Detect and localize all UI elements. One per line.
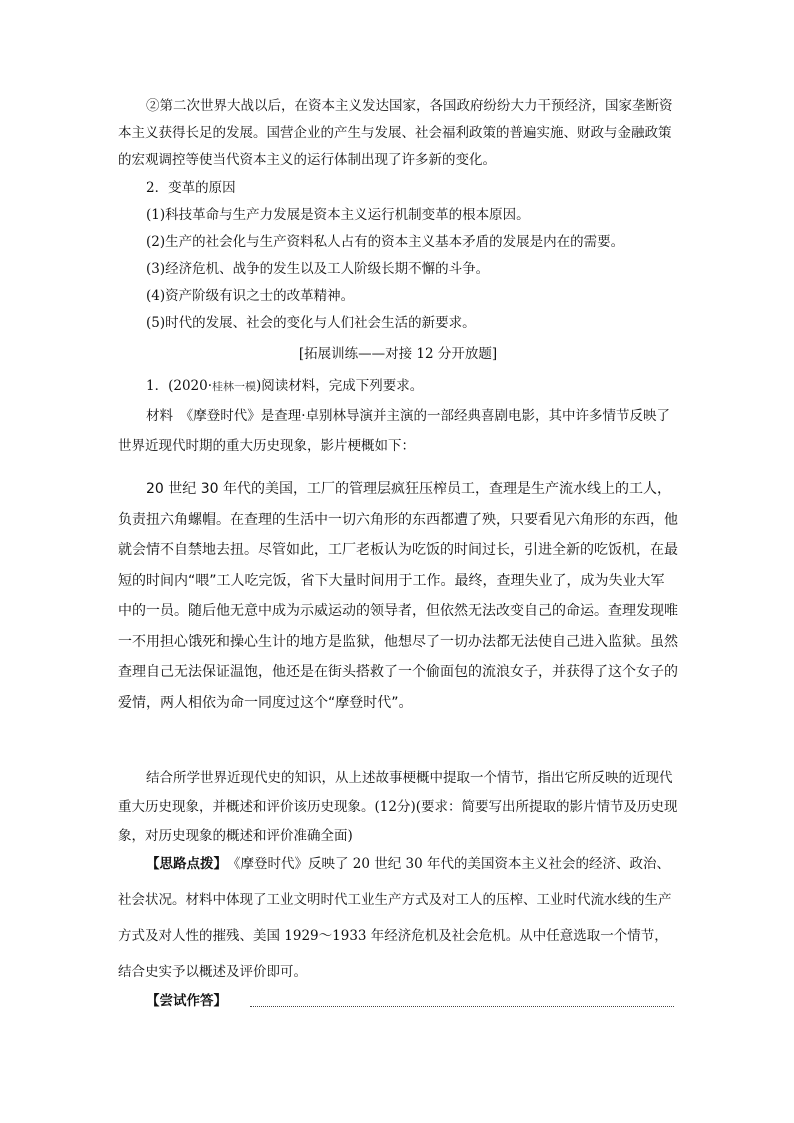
reason-item-1: (1)科技革命与生产力发展是资本主义运行机制变革的根本原因。 [146,207,530,223]
answer-label: 【尝试作答】 [146,993,227,1009]
heading-reform-causes: 2．变革的原因 [146,180,236,196]
section-title: [拓展训练——对接 12 分开放题] [298,346,498,362]
reason-item-3: (3)经济危机、战争的发生以及工人阶级长期不懈的斗争。 [146,261,490,277]
answer-line[interactable] [250,1006,674,1007]
question-number: 1．(2020· [146,378,213,394]
reason-item-4: (4)资产阶级有识之士的改革精神。 [146,288,355,304]
hint-label: 【思路点拨】 [146,856,221,872]
paragraph-wwii-reform: ②第二次世界大战以后，在资本主义发达国家，各国政府纷纷大力干预经济，国家垄断资本主义获得长足的发展。国营企业的产生与发展、社会福利政策的普遍实施、财政与金融政策的宏观调控等使当代资本主义的运行体制出现了许多新的变化。 [118,98,673,168]
material-intro: 材料 《摩登时代》是查理·卓别林导演并主演的一部经典喜剧电影，其中许多情节反映了世界近现代时期的重大历史现象，影片梗概如下： [118,408,671,454]
hint-paragraph [118,846,678,990]
question-source: 桂林一模 [212,380,257,393]
hint-text: 《摩登时代》反映了 20 世纪 30 年代的美国资本主义社会的经济、政治、社会状况。材料中体现了工业文明时代工业生产方式及对工人的压榨、工业时代流水线的生产方式及对人性的摧残、美国 1929～1933 年经济危机及社会危机。从中任意选取一个情节，结合史实予以概述及评价即可。 [118,856,672,980]
film-synopsis: 20 世纪 30 年代的美国，工厂的管理层疯狂压榨员工，查理是生产流水线上的工人，负责扭六角螺帽。在查理的生活中一切六角形的东西都遭了殃，只要看见六角形的东西，他就会情不自禁地去扭。尽管如此，工厂老板认为吃饭的时间过长，引进全新的吃饭机，在最短的时间内“喂”工人吃完饭，省下大量时间用于工作。最终，查理失业了，成为失业大军中的一员。随后他无意中成为示威运动的领导者，但依然无法改变自己的命运。查理发现唯一不用担心饿死和操心生计的地方是监狱，他想尽了一切办法都无法使自己进入监狱。虽然查理自己无法保证温饱，他还是在街头搭救了一个偷面包的流浪女子，并获得了这个女子的爱情，两人相依为命一同度过这个“摩登时代”。 [118,481,678,711]
reason-item-5: (5)时代的发展、社会的变化与人们社会生活的新要求。 [146,315,476,331]
answer-prompt [118,988,678,1015]
question-instruction: )阅读材料，完成下列要求。 [256,378,424,394]
reason-item-2: (2)生产的社会化与生产资料私人占有的资本主义基本矛盾的发展是内在的需要。 [146,234,625,250]
question-task: 结合所学世界近现代史的知识，从上述故事梗概中提取一个情节，指出它所反映的近现代重大历史现象，并概述和评价该历史现象。(12分)(要求：简要写出所提取的影片情节及历史现象，对历史现象的概述和评价准确全面) [118,770,678,844]
question-intro [118,373,678,400]
